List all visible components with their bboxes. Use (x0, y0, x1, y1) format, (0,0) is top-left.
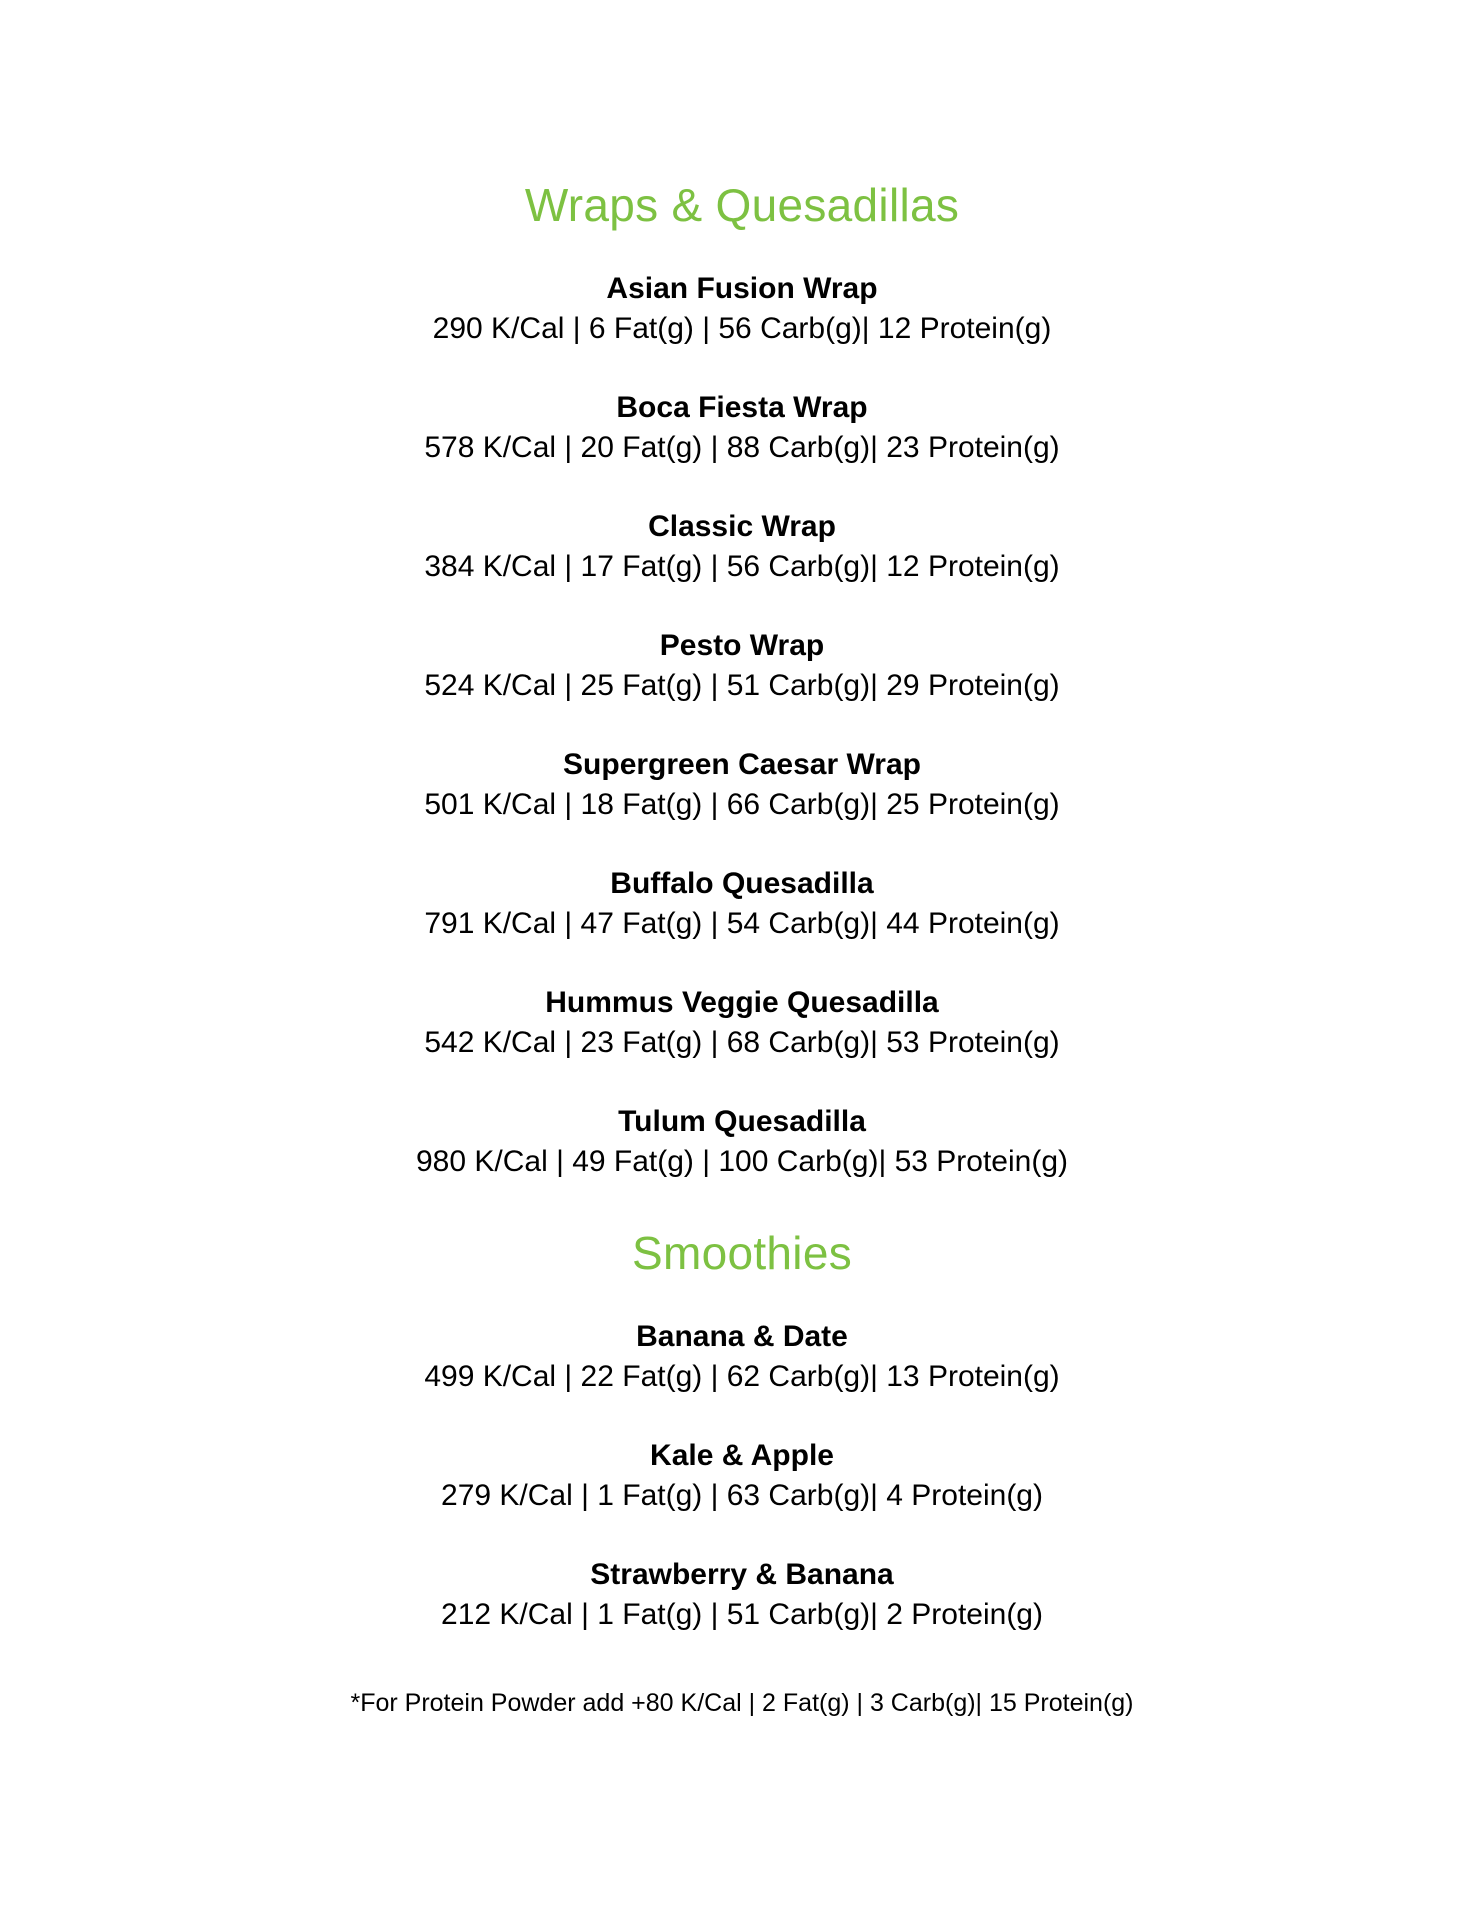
item-name: Pesto Wrap (659, 629, 825, 662)
item-nutrition: 499 K/Cal | 22 Fat(g) | 62 Carb(g)| 13 Protein(g) (424, 1360, 1060, 1393)
item-nutrition: 290 K/Cal | 6 Fat(g) | 56 Carb(g)| 12 Protein(g) (432, 312, 1052, 345)
item-name: Strawberry & Banana (590, 1558, 894, 1591)
menu-item (0, 1436, 1484, 1555)
item-name: Boca Fiesta Wrap (616, 391, 868, 424)
item-nutrition: 578 K/Cal | 20 Fat(g) | 88 Carb(g)| 23 Protein(g) (424, 431, 1060, 464)
item-nutrition: 980 K/Cal | 49 Fat(g) | 100 Carb(g)| 53 Protein(g) (415, 1145, 1069, 1178)
menu-item (0, 388, 1484, 507)
menu-item (0, 745, 1484, 864)
item-name: Classic Wrap (648, 510, 836, 543)
protein-powder-footnote: *For Protein Powder add +80 K/Cal | 2 Fat(g) | 3 Carb(g)| 15 Protein(g) (350, 1689, 1134, 1717)
menu-item (0, 864, 1484, 983)
menu-item (0, 983, 1484, 1102)
item-name: Buffalo Quesadilla (610, 867, 874, 900)
menu-item (0, 1555, 1484, 1674)
item-nutrition: 384 K/Cal | 17 Fat(g) | 56 Carb(g)| 12 Protein(g) (424, 550, 1060, 583)
item-nutrition: 501 K/Cal | 18 Fat(g) | 66 Carb(g)| 25 Protein(g) (424, 788, 1060, 821)
item-nutrition: 279 K/Cal | 1 Fat(g) | 63 Carb(g)| 4 Protein(g) (441, 1479, 1043, 1512)
menu-item (0, 1102, 1484, 1221)
section-title: Smoothies (631, 1227, 853, 1279)
menu-item (0, 269, 1484, 388)
item-name: Asian Fusion Wrap (606, 272, 878, 305)
item-name: Tulum Quesadilla (618, 1105, 866, 1138)
section-wraps-quesadillas (0, 177, 1484, 1221)
section-title: Wraps & Quesadillas (524, 179, 960, 231)
item-list (0, 1317, 1484, 1674)
item-name: Supergreen Caesar Wrap (563, 748, 921, 781)
menu-item (0, 507, 1484, 626)
menu-item (0, 626, 1484, 745)
section-smoothies (0, 1225, 1484, 1674)
item-list (0, 269, 1484, 1221)
item-name: Hummus Veggie Quesadilla (545, 986, 939, 1019)
item-nutrition: 212 K/Cal | 1 Fat(g) | 51 Carb(g)| 2 Protein(g) (441, 1598, 1043, 1631)
item-nutrition: 524 K/Cal | 25 Fat(g) | 51 Carb(g)| 29 Protein(g) (424, 669, 1060, 702)
item-nutrition: 791 K/Cal | 47 Fat(g) | 54 Carb(g)| 44 Protein(g) (424, 907, 1060, 940)
item-name: Kale & Apple (650, 1439, 834, 1472)
item-nutrition: 542 K/Cal | 23 Fat(g) | 68 Carb(g)| 53 Protein(g) (424, 1026, 1060, 1059)
item-name: Banana & Date (636, 1320, 848, 1353)
menu-item (0, 1317, 1484, 1436)
